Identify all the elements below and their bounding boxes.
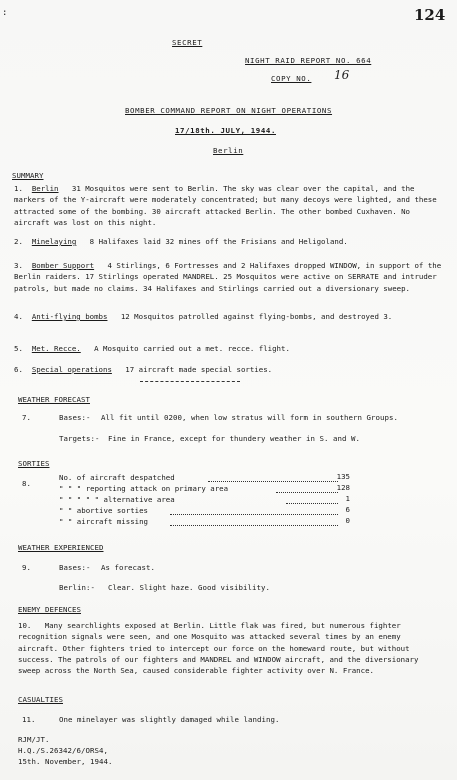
item-label: Anti-flying bombs <box>31 312 108 321</box>
item-text: 4 Stirlings, 6 Fortresses and 2 Halifaxes dropped WINDOW, in support of the Berlin raiders. 17 Stirlings operated MANDREL. 25 Mosquitos were active on SERRATE and intruder patrols, but made no claims. 34 Halifaxes and Stirlings carried out a diversionary sweep. <box>14 261 442 293</box>
item-text: 17 aircraft made special sorties. <box>125 365 273 374</box>
bases-label: Bases:- <box>59 563 91 572</box>
row-value: 135 <box>336 472 350 481</box>
summary-item-2 <box>14 236 446 247</box>
leader-dots <box>208 481 338 482</box>
row-value: 6 <box>345 505 350 514</box>
leader-dots <box>170 514 338 515</box>
summary-item-1 <box>14 183 446 228</box>
report-date: 17/18th. JULY, 1944. <box>175 126 276 135</box>
item-number: 4. <box>14 312 23 321</box>
summary-item-5 <box>14 343 446 354</box>
weather-experienced-heading: WEATHER EXPERIENCED <box>18 543 104 552</box>
bases-forecast-text: All fit until 0200, when low stratus will form in southern Groups. <box>101 413 398 422</box>
summary-item-3 <box>14 260 446 294</box>
report-reference: NIGHT RAID REPORT NO. 664 <box>245 56 372 65</box>
item-text: A Mosquito carried out a met. recce. flight. <box>94 344 290 353</box>
sorties-heading: SORTIES <box>18 459 50 468</box>
weather-forecast-heading: WEATHER FORECAST <box>18 395 90 404</box>
item-text: 31 Mosquitos were sent to Berlin. The sky was clear over the capital, and the markers of the Y-aircraft were moderately concentrated; but many decoys were lighted, and these attracted some of the bombing. 30 aircraft attacked Berlin. The other bombed Cuxhaven. No aircraft was lost on this night. <box>14 184 437 227</box>
item-label: Minelaying <box>31 237 77 246</box>
sorties-row-abortive <box>59 506 148 515</box>
item-label: Berlin <box>31 184 59 193</box>
row-label: " " " reporting attack on primary area <box>59 484 229 493</box>
copy-number: 16 <box>334 68 350 82</box>
leader-dots <box>276 492 338 493</box>
row-value: 1 <box>345 494 350 503</box>
row-label: " " abortive sorties <box>59 506 148 515</box>
row-value: 128 <box>336 483 350 492</box>
item-number: 7. <box>22 413 31 422</box>
item-number: 2. <box>14 237 23 246</box>
targets-label: Targets:- <box>59 434 100 443</box>
leader-dots <box>286 503 338 504</box>
footer-reference: H.Q./S.26342/6/ORS4, <box>18 746 108 755</box>
casualties-heading: CASUALTIES <box>18 695 63 704</box>
item-number: 6. <box>14 365 23 374</box>
leader-dots <box>170 525 338 526</box>
enemy-defences-heading: ENEMY DEFENCES <box>18 605 81 614</box>
berlin-experienced-text: Clear. Slight haze. Good visibility. <box>108 583 270 592</box>
summary-item-6 <box>14 364 446 375</box>
summary-item-4 <box>14 311 446 322</box>
item-number: 8. <box>22 479 31 488</box>
sorties-row-primary <box>59 484 228 493</box>
sorties-row-alternative <box>59 495 175 504</box>
row-label: No. of aircraft despatched <box>59 473 175 482</box>
footer-date: 15th. November, 1944. <box>18 757 113 766</box>
footer-initials: RJM/JT. <box>18 735 50 744</box>
item-label: Special operations <box>31 365 112 374</box>
report-target: Berlin <box>213 146 244 155</box>
targets-forecast-text: Fine in France, except for thundery weather in S. and W. <box>108 434 360 443</box>
item-text: 12 Mosquitos patrolled against flying-bombs, and destroyed 3. <box>120 312 393 321</box>
paragraph-text: Many searchlights exposed at Berlin. Little flak was fired, but numerous fighter recognition signals were seen, and one Mosquito was attacked several times by an enemy aircraft. Other fighters tried to intercept our force on the homeward route, but without success. The patrols of our fighters and MANDREL and WINDOW aircraft, and the diversionary sweep across the North Sea, caused considerable fighter activity over N. France. <box>18 621 419 676</box>
sorties-row-missing <box>59 517 148 526</box>
row-label: " " aircraft missing <box>59 517 148 526</box>
row-value: 0 <box>345 516 350 525</box>
berlin-label: Berlin:- <box>59 583 95 592</box>
row-label: " " " " " alternative area <box>59 495 175 504</box>
bases-label: Bases:- <box>59 413 91 422</box>
enemy-defences-paragraph <box>18 620 444 676</box>
page-number: 124 <box>414 6 446 24</box>
report-title: BOMBER COMMAND REPORT ON NIGHT OPERATIONS <box>125 106 333 115</box>
item-number: 5. <box>14 344 23 353</box>
security-stamp: SECRET <box>172 38 203 47</box>
bases-experienced-text: As forecast. <box>101 563 155 572</box>
item-text: 8 Halifaxes laid 32 mines off the Frisians and Heligoland. <box>89 237 348 246</box>
summary-heading: SUMMARY <box>12 171 44 180</box>
sorties-row-despatched <box>59 473 175 482</box>
casualties-text: One minelayer was slightly damaged while landing. <box>59 715 280 724</box>
separator-dashes <box>140 381 240 382</box>
item-number: 10. <box>18 621 32 630</box>
item-number: 9. <box>22 563 31 572</box>
item-label: Bomber Support <box>31 261 95 270</box>
item-number: 1. <box>14 184 23 193</box>
copy-label: COPY NO. <box>271 74 312 83</box>
item-number: 3. <box>14 261 23 270</box>
margin-mark: : <box>2 8 8 18</box>
item-label: Met. Recce. <box>31 344 81 353</box>
item-number: 11. <box>22 715 36 724</box>
